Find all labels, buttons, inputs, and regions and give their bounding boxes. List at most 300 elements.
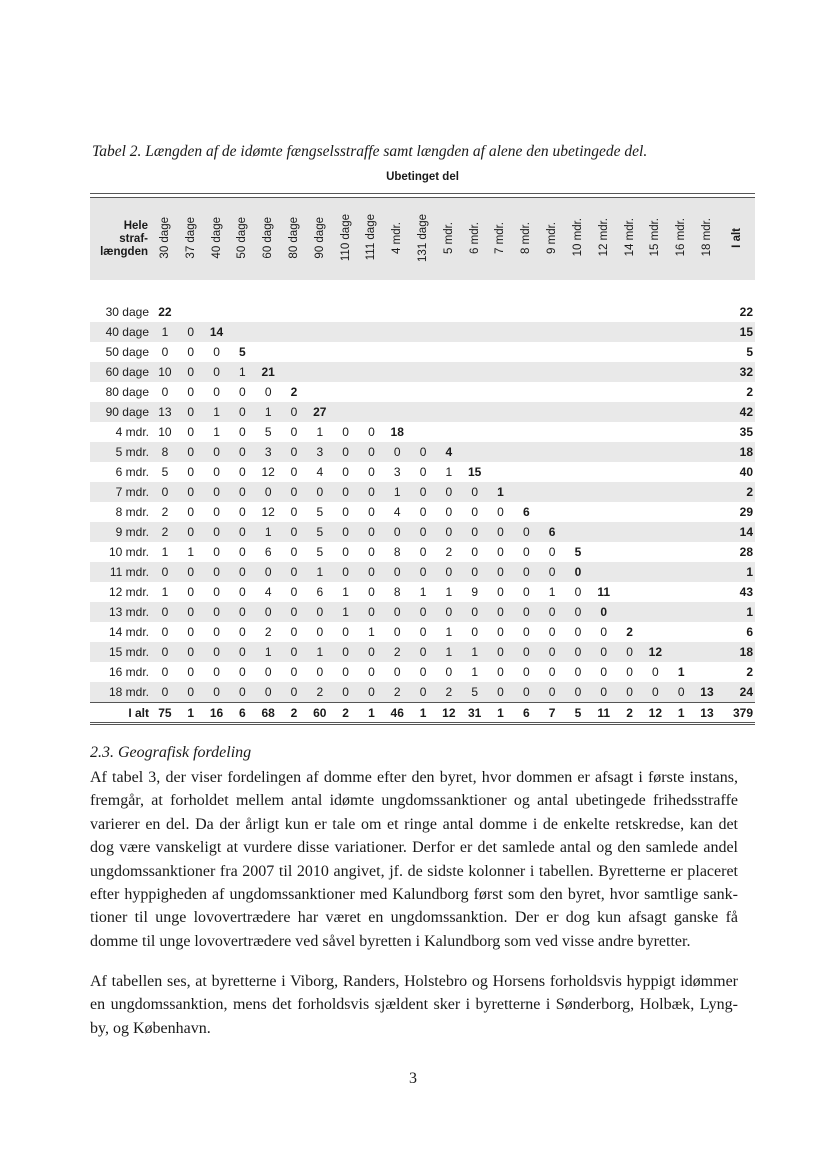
- table-cell-empty: [488, 382, 514, 402]
- column-header: 5 mdr.: [442, 221, 455, 254]
- column-header: 16 mdr.: [675, 218, 688, 257]
- table-cell-empty: [462, 322, 488, 342]
- table-cell-empty: [565, 442, 591, 462]
- table-cell: 0: [239, 545, 246, 559]
- table-cell-empty: [410, 342, 436, 362]
- table-cell: 0: [393, 665, 401, 679]
- table-cell: 2: [445, 545, 453, 559]
- table-cell-empty: [539, 422, 565, 442]
- table-cell: 5: [316, 545, 324, 559]
- table-cell-empty: [281, 302, 307, 322]
- table-cell-empty: [488, 402, 514, 422]
- table-cell: 1: [471, 665, 478, 679]
- table-cell: 0: [548, 545, 556, 559]
- table-cell: 0: [178, 642, 204, 662]
- table-cell-empty: [436, 302, 462, 322]
- table-cell: 0: [419, 505, 427, 519]
- table-cell: 0: [342, 465, 349, 479]
- table-cell-empty: [359, 402, 385, 422]
- group-header: Ubetinget del: [386, 171, 459, 183]
- table-cell-empty: [694, 442, 720, 462]
- table-cell-empty: [539, 482, 565, 502]
- table-cell: 0: [359, 642, 385, 662]
- table-cell: 0: [445, 665, 453, 679]
- table-cell: 0: [393, 625, 401, 639]
- text-line: ungdomssanktioner fra 2007 til 2010 angivet, jf. de sidste kolonner i tabellen. Byretterne er placeret: [90, 862, 738, 880]
- row-label: 4 mdr.: [115, 425, 149, 439]
- table-cell: 0: [187, 345, 195, 359]
- row-label: 10 mdr.: [108, 545, 149, 559]
- row-total: 42: [720, 402, 755, 422]
- table-cell: 0: [462, 562, 488, 582]
- table-cell-empty: [668, 362, 694, 382]
- table-cell: 0: [359, 682, 385, 703]
- table-cell-empty: [617, 502, 643, 522]
- table-cell-empty: [513, 322, 539, 342]
- table-cell: 4: [316, 465, 324, 479]
- table-cell-empty: [668, 522, 694, 542]
- table-row: [90, 322, 755, 342]
- table-cell: 5: [316, 505, 324, 519]
- table-cell: 1: [342, 585, 349, 599]
- table-row: [90, 362, 755, 382]
- table-row: [90, 462, 755, 482]
- table-cell: 0: [281, 642, 307, 662]
- table-cell: 0: [522, 545, 530, 559]
- sum-cell: 6: [513, 703, 539, 724]
- table-cell-empty: [565, 382, 591, 402]
- table-cell: 1: [445, 465, 453, 479]
- table-cell-empty: [333, 322, 359, 342]
- table-cell-empty: [359, 302, 385, 322]
- table-cell: 6: [522, 505, 530, 519]
- sum-total: 379: [720, 703, 755, 724]
- table-cell-empty: [513, 402, 539, 422]
- text-line: domme til unge lovovertrædere ved såvel byretten i Kalundborg som ved visse andre byretter.: [90, 932, 691, 950]
- table-cell-empty: [488, 342, 514, 362]
- page-number: 3: [409, 1070, 417, 1087]
- table-cell-empty: [694, 322, 720, 342]
- corner-label-line: længden: [100, 245, 148, 258]
- table-cell: 0: [204, 642, 230, 662]
- table-cell-empty: [281, 342, 307, 362]
- text-line: by, og København.: [90, 1019, 211, 1037]
- table-cell: 0: [359, 482, 385, 502]
- table-cell: 14: [204, 322, 230, 342]
- row-total: 32: [720, 362, 755, 382]
- table-cell: 0: [600, 665, 608, 679]
- table-cell: 0: [462, 602, 488, 622]
- table-cell-empty: [617, 342, 643, 362]
- table-cell: 5: [462, 682, 488, 703]
- table-cell: 0: [281, 442, 307, 462]
- table-cell-empty: [462, 422, 488, 442]
- table-cell-empty: [565, 502, 591, 522]
- sum-cell: 2: [333, 703, 359, 724]
- table-cell-empty: [539, 442, 565, 462]
- table-cell: 0: [187, 465, 195, 479]
- table-cell: 2: [384, 642, 410, 662]
- table-cell-empty: [642, 482, 668, 502]
- table-cell: 1: [462, 642, 488, 662]
- table-cell: 0: [368, 465, 375, 479]
- table-cell-empty: [642, 502, 668, 522]
- table-cell: 0: [333, 522, 359, 542]
- table-cell-empty: [642, 522, 668, 542]
- table-cell: 0: [229, 562, 255, 582]
- table-cell: 0: [497, 625, 504, 639]
- table-cell: 0: [213, 345, 220, 359]
- table-cell: 0: [152, 642, 178, 662]
- table-cell: 0: [513, 562, 539, 582]
- table-cell: 21: [255, 362, 281, 382]
- table-cell-empty: [488, 322, 514, 342]
- table-cell: 1: [445, 585, 453, 599]
- table-cell-empty: [565, 362, 591, 382]
- table-cell: 0: [410, 682, 436, 703]
- sum-cell: 6: [229, 703, 255, 724]
- text-line: fremgår, at forholdet mellem antal idømte ungdomssanktioner og antal ubetingede frihedsstraffe: [90, 792, 738, 810]
- table-cell-empty: [642, 622, 668, 642]
- sum-cell: 1: [359, 703, 385, 724]
- table-cell: 0: [290, 585, 298, 599]
- table-cell: 0: [513, 642, 539, 662]
- table-cell-empty: [488, 362, 514, 382]
- row-label: 7 mdr.: [90, 482, 152, 502]
- table-cell: 0: [471, 625, 478, 639]
- table-cell: 0: [513, 602, 539, 622]
- table-cell: 0: [419, 665, 427, 679]
- table-cell-empty: [255, 302, 281, 322]
- table-cell: 0: [204, 362, 230, 382]
- table-cell-empty: [255, 322, 281, 342]
- table-cell-empty: [565, 522, 591, 542]
- table-cell: 11: [597, 585, 611, 599]
- table-cell-empty: [565, 482, 591, 502]
- row-label: 80 dage: [105, 385, 149, 399]
- paragraph-2: [90, 970, 738, 1040]
- table-cell: 0: [178, 322, 204, 342]
- table-cell: 0: [548, 665, 556, 679]
- table-cell: 0: [384, 442, 410, 462]
- table-cell: 0: [213, 665, 220, 679]
- table-cell-empty: [591, 542, 617, 562]
- table-cell-empty: [694, 602, 720, 622]
- table-cell: 18: [390, 425, 404, 439]
- table-cell-empty: [359, 382, 385, 402]
- row-label: 13 mdr.: [90, 602, 152, 622]
- table-cell-empty: [591, 522, 617, 542]
- table-cell: 5: [574, 545, 582, 559]
- table-cell-empty: [410, 402, 436, 422]
- table-cell-empty: [539, 302, 565, 322]
- table-row: [90, 402, 755, 422]
- table-cell-empty: [384, 402, 410, 422]
- corner-label-line: straf-: [119, 232, 148, 245]
- sum-cell: 60: [307, 703, 333, 724]
- row-total: 2: [746, 665, 753, 679]
- table-cell: 0: [410, 482, 436, 502]
- table-cell: 0: [384, 562, 410, 582]
- table-cell-empty: [668, 502, 694, 522]
- table-cell-empty: [642, 362, 668, 382]
- table-cell: 1: [229, 362, 255, 382]
- table-cell-empty: [617, 382, 643, 402]
- table-cell-empty: [281, 362, 307, 382]
- table-cell: 1: [677, 665, 685, 679]
- table-cell: 0: [187, 585, 195, 599]
- table-row: [90, 522, 755, 542]
- table-cell-empty: [668, 602, 694, 622]
- row-total: 5: [746, 345, 753, 359]
- table-cell: 0: [497, 585, 504, 599]
- column-header: 50 dage: [236, 216, 249, 259]
- table-cell: 0: [213, 545, 220, 559]
- table-cell: 0: [213, 625, 220, 639]
- table-cell: 0: [178, 402, 204, 422]
- table-cell: 8: [393, 585, 401, 599]
- table-cell-empty: [668, 302, 694, 322]
- table-cell-empty: [488, 422, 514, 442]
- table-cell-empty: [488, 442, 514, 462]
- table-cell: 0: [359, 442, 385, 462]
- table-row: [90, 342, 755, 362]
- table-cell: 0: [574, 665, 582, 679]
- table-cell-empty: [694, 362, 720, 382]
- sum-cell: 5: [565, 703, 591, 724]
- table-cell: 0: [161, 345, 169, 359]
- table-cell-empty: [539, 322, 565, 342]
- table-cell-empty: [436, 382, 462, 402]
- table-cell-empty: [410, 322, 436, 342]
- table-cell: 0: [471, 545, 478, 559]
- table-cell: 0: [204, 682, 230, 703]
- column-header: 37 dage: [184, 216, 197, 259]
- table-cell: 0: [626, 665, 633, 679]
- table-cell: 0: [617, 682, 643, 703]
- table-cell: 10: [158, 425, 172, 439]
- table-cell-empty: [462, 402, 488, 422]
- table-cell: 0: [281, 562, 307, 582]
- table-cell-empty: [591, 562, 617, 582]
- table-cell-empty: [410, 422, 436, 442]
- table-cell-empty: [617, 402, 643, 422]
- table-cell: 0: [178, 602, 204, 622]
- table-cell-empty: [513, 482, 539, 502]
- sum-cell: 2: [617, 703, 643, 724]
- table-cell: 0: [264, 385, 272, 399]
- table-cell: 0: [333, 442, 359, 462]
- table-cell: 0: [488, 682, 514, 703]
- table-cell: 2: [436, 682, 462, 703]
- table-cell-empty: [617, 442, 643, 462]
- table-cell-empty: [384, 342, 410, 362]
- table-cell: 0: [539, 642, 565, 662]
- table-cell-empty: [694, 522, 720, 542]
- table-cell-empty: [333, 382, 359, 402]
- table-cell: 4: [264, 585, 272, 599]
- paragraph-1: [90, 766, 738, 953]
- table-cell: 0: [152, 682, 178, 703]
- table-cell-empty: [642, 542, 668, 562]
- table-cell-empty: [642, 422, 668, 442]
- table-row: [90, 442, 755, 462]
- table-cell-empty: [617, 582, 643, 602]
- row-total: 28: [739, 545, 753, 559]
- table-cell: 0: [239, 665, 246, 679]
- table-cell: 0: [539, 562, 565, 582]
- column-header: 111 dage: [365, 214, 378, 261]
- table-cell: 1: [187, 545, 195, 559]
- table-cell: 0: [204, 482, 230, 502]
- sum-cell: 1: [668, 703, 694, 724]
- column-header: 7 mdr.: [494, 221, 507, 254]
- table-cell: 22: [158, 305, 172, 319]
- table-cell-empty: [668, 322, 694, 342]
- table-cell: 1: [255, 522, 281, 542]
- table-row: [90, 382, 755, 402]
- table-cell: 0: [239, 625, 246, 639]
- table-cell: 0: [255, 602, 281, 622]
- table-cell-empty: [565, 402, 591, 422]
- table-cell-empty: [617, 462, 643, 482]
- column-header: 131 dage: [417, 213, 430, 262]
- table-cell: 2: [152, 522, 178, 542]
- table-cell: 0: [290, 545, 298, 559]
- table-cell: 0: [497, 545, 504, 559]
- table-cell: 0: [565, 642, 591, 662]
- table-cell: 0: [368, 665, 375, 679]
- table-cell-empty: [513, 422, 539, 442]
- row-label: 60 dage: [90, 362, 152, 382]
- table-cell: 0: [161, 665, 169, 679]
- table-cell: 0: [652, 665, 659, 679]
- table-cell-empty: [617, 302, 643, 322]
- table-cell: 0: [229, 482, 255, 502]
- table-cell: 0: [462, 522, 488, 542]
- table-cell-empty: [668, 622, 694, 642]
- table-cell-empty: [694, 342, 720, 362]
- table-cell: 6: [539, 522, 565, 542]
- table-cell-empty: [668, 542, 694, 562]
- table-cell-empty: [384, 322, 410, 342]
- table-cell: 0: [229, 522, 255, 542]
- table-cell: 0: [178, 562, 204, 582]
- text-line: Af tabel 3, der viser fordelingen af domme efter den byret, hvor dommen er afsagt i første instans,: [90, 769, 738, 786]
- table-cell-empty: [642, 342, 668, 362]
- table-cell: 0: [187, 385, 195, 399]
- table-cell-empty: [384, 382, 410, 402]
- table-cell-empty: [642, 582, 668, 602]
- table-cell: 1: [307, 642, 333, 662]
- column-header: 18 mdr.: [700, 218, 713, 257]
- table-cell: 0: [281, 482, 307, 502]
- table-cell-empty: [642, 382, 668, 402]
- sum-cell: 31: [462, 703, 488, 724]
- table-cell: 0: [152, 562, 178, 582]
- table-cell-empty: [642, 462, 668, 482]
- table-cell: 0: [342, 505, 349, 519]
- table-cell: 0: [522, 665, 530, 679]
- table-cell: 0: [436, 562, 462, 582]
- column-header: 9 mdr.: [546, 221, 559, 254]
- table-row: [90, 562, 755, 582]
- table-cell: 1: [436, 642, 462, 662]
- table-cell-empty: [591, 402, 617, 422]
- section-heading: 2.3. Geografisk fordeling: [90, 744, 252, 761]
- table-cell: 0: [410, 602, 436, 622]
- table-cell-empty: [694, 542, 720, 562]
- row-label: 30 dage: [105, 305, 149, 319]
- table-cell: 0: [264, 665, 272, 679]
- table-cell: 1: [152, 322, 178, 342]
- table-cell: 0: [384, 602, 410, 622]
- table-cell: 0: [229, 442, 255, 462]
- table-cell-empty: [617, 322, 643, 342]
- table-cell-empty: [513, 302, 539, 322]
- table-cell: 0: [488, 642, 514, 662]
- table-cell-empty: [333, 302, 359, 322]
- table-cell-empty: [617, 362, 643, 382]
- table-cell-empty: [591, 382, 617, 402]
- table-cell: 0: [668, 682, 694, 703]
- table-cell: 0: [368, 505, 375, 519]
- table-cell: 0: [204, 522, 230, 542]
- table-cell: 2: [264, 625, 272, 639]
- table-cell: 5: [161, 465, 169, 479]
- table-cell-empty: [462, 382, 488, 402]
- table-cell: 2: [384, 682, 410, 703]
- table-cell: 0: [342, 625, 349, 639]
- column-header: 8 mdr.: [520, 221, 533, 254]
- table-cell: 27: [307, 402, 333, 422]
- row-label: 12 mdr.: [108, 585, 149, 599]
- table-cell: 2: [307, 682, 333, 703]
- table-cell-empty: [539, 402, 565, 422]
- table-cell: 0: [445, 505, 453, 519]
- table-cell: 1: [161, 585, 169, 599]
- table-cell: 0: [333, 682, 359, 703]
- table-cell: 0: [359, 562, 385, 582]
- row-label: 8 mdr.: [115, 505, 149, 519]
- table-cell: 0: [255, 682, 281, 703]
- sum-cell: 68: [255, 703, 281, 724]
- table-cell-empty: [591, 302, 617, 322]
- table-cell-empty: [668, 382, 694, 402]
- table-cell: 0: [574, 625, 582, 639]
- table-cell-empty: [617, 562, 643, 582]
- table-row: [90, 422, 755, 442]
- table-cell-empty: [694, 422, 720, 442]
- table-cell: 1: [488, 482, 514, 502]
- table-cell-empty: [462, 362, 488, 382]
- table-cell: 0: [290, 625, 298, 639]
- table-row: [90, 582, 755, 602]
- table-cell-empty: [307, 342, 333, 362]
- table-cell: 0: [497, 665, 504, 679]
- table-cell: 0: [307, 482, 333, 502]
- table-cell: 1: [316, 425, 324, 439]
- table-cell-empty: [513, 362, 539, 382]
- table-cell: 0: [290, 465, 298, 479]
- table-cell-empty: [565, 422, 591, 442]
- table-cell: 1: [307, 562, 333, 582]
- table-cell: 0: [565, 562, 591, 582]
- sum-cell: 1: [488, 703, 514, 724]
- table-cell-empty: [539, 342, 565, 362]
- table-row: [90, 502, 755, 522]
- table-cell-empty: [617, 522, 643, 542]
